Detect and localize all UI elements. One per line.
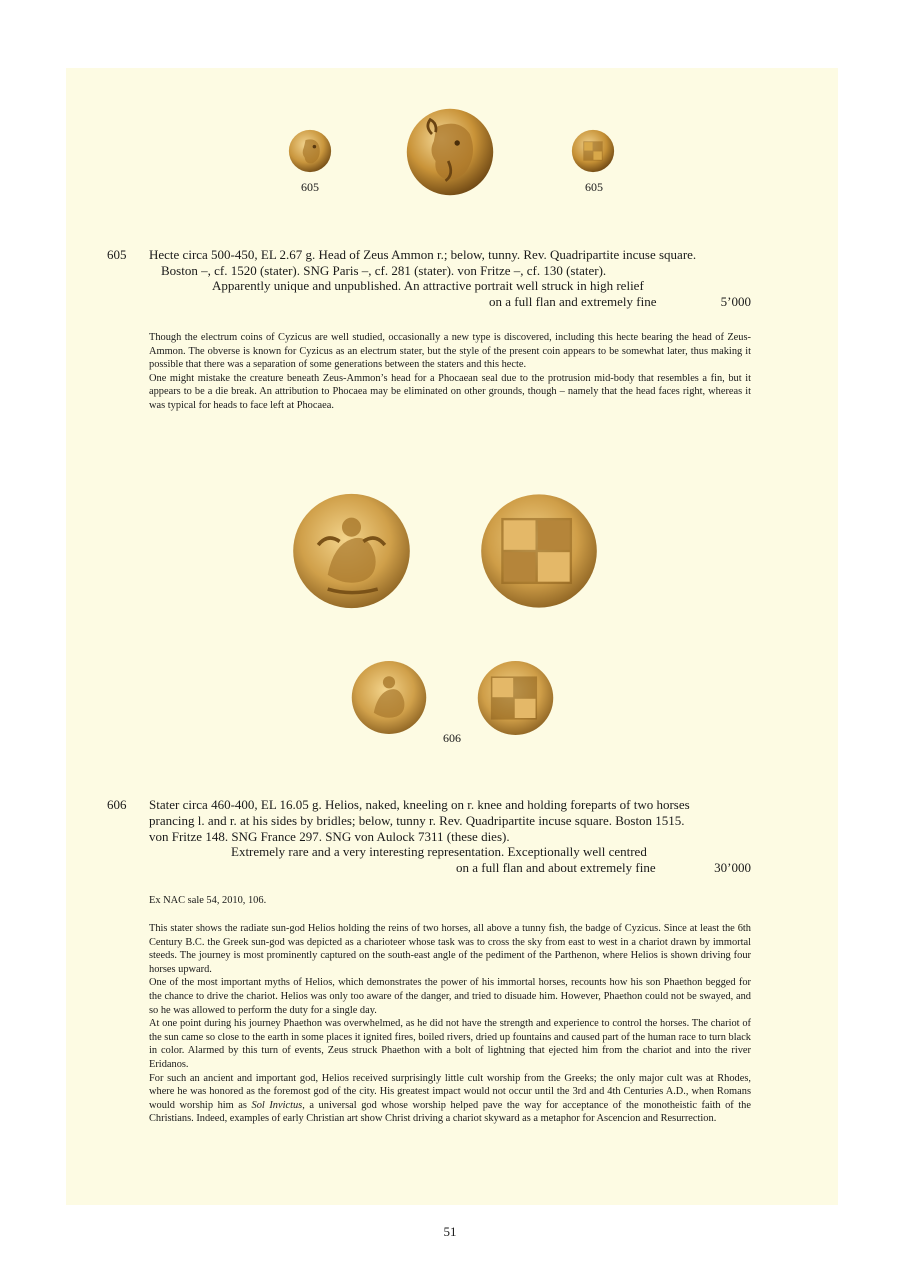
lot-606-description <box>149 797 751 845</box>
lot-606-provenance: Ex NAC sale 54, 2010, 106. <box>149 895 267 906</box>
coin-605-obverse-small-image <box>288 129 332 173</box>
lot-605-description <box>149 247 751 279</box>
lot-605-note-paragraph: Though the electrum coins of Cyzicus are well studied, occasionally a new type is discovered, including this hecte bearing the head of Zeus-Ammon. The obverse is known for Cyzicus as an electrum stater, but the style of the present coin appears to be somewhat later, thus making it possible that there was a separation of some generations between the staters and this hecte. <box>149 332 751 371</box>
lot-606-note-paragraph-last <box>149 1072 751 1126</box>
lot-605-highlight-line1: Apparently unique and unpublished. An attractive portrait well struck in high relief <box>212 278 644 293</box>
lot-606-description-line: von Fritze 148. SNG France 297. SNG von Aulock 7311 (these dies). <box>149 829 510 844</box>
lot-606-highlight-line1: Extremely rare and a very interesting representation. Exceptionally well centred <box>231 844 647 859</box>
lot-606-description-line: prancing l. and r. at his sides by bridles; below, tunny r. Rev. Quadripartite incuse square. Boston 1515. <box>149 813 685 828</box>
lot-606-note-paragraph: One of the most important myths of Helios, which demonstrates the power of his immortal horses, recounts how his son Phaethon begged for the chance to drive the chariot. Helios was only too aware of the danger, and tried to disuade him. However, Phaethon could not be swayed, and so he was allowed to perform the duty for a single day. <box>149 977 751 1016</box>
lot-606-notes <box>149 922 751 1126</box>
image-label-605-left: 605 <box>301 180 319 194</box>
note-text: For such an ancient and important god, Helios received surprisingly little cult worship from the Greeks; the only major cult was at Rhodes, where he was honored as the foremost god of the city. His greatest impact would not occur until the 3rd and 4th Centuries A.D., when Romans would worship him as <box>149 1072 751 1111</box>
coin-606-obverse-enlarged-image <box>292 490 411 612</box>
lot-605-description-line: Hecte circa 500-450, EL 2.67 g. Head of Zeus Ammon r.; below, tunny. Rev. Quadripartite incuse square. <box>149 247 697 262</box>
coin-606-obverse-image <box>351 657 427 738</box>
coin-606-reverse-image <box>477 657 554 739</box>
coin-606-reverse-enlarged-image <box>480 490 598 612</box>
lot-605-notes <box>149 331 751 413</box>
lot-605-description-line: Boston –, cf. 1520 (stater). SNG Paris –, cf. 281 (stater). von Fritze –, cf. 130 (stater). <box>161 263 607 278</box>
note-italic-text: Sol Invictus <box>251 1099 303 1111</box>
note-text: , a universal god whose worship helped pave the way for acceptance of the monotheistic faith of the Christians. Indeed, examples of early Christian art show Christ driving a chariot skyward as a metaphor for Ascencion and Resurrection. <box>149 1099 751 1125</box>
lot-606-estimate: 30’000 <box>714 860 751 875</box>
coin-605-obverse-enlarged-image <box>405 107 495 197</box>
lot-605-note-paragraph: One might mistake the creature beneath Zeus-Ammon’s head for a Phocaean seal due to the protrusion mid-body that resembles a fin, but it appears to be a die break. An attribution to Phocaea may be eliminated on other grounds, though – namely that the head faces right, whereas it was typical for heads to face left at Phocaea. <box>149 372 751 411</box>
page-number: 51 <box>443 1224 457 1239</box>
coin-605-reverse-image <box>571 129 615 173</box>
lot-606-note-paragraph: This stater shows the radiate sun-god Helios holding the reins of two horses, all above a tunny fish, the badge of Cyzicus. Since at least the 6th Century B.C. the Greek sun-god was depicted as a charioteer whose task was to cross the sky from east to west in a chariot drawn by immortal steeds. The journey is most prominently captured on the south-east angle of the pediment of the Parthenon, where Helios is shown driving four horses upward. <box>149 923 751 975</box>
lot-606-note-paragraph: At one point during his journey Phaethon was overwhelmed, as he did not have the strength and experience to control the horses. The chariot of the sun came so close to the earth in some places it ignited fires, boiled rivers, dried up fountains and caused part of the human race to turn black in color. Alarmed by this turn of events, Zeus struck Phaethon with a bolt of lightning that ejected him from the chariot and into the river Eridanos. <box>149 1018 751 1070</box>
lot-606-highlight-line2: on a full flan and about extremely fine <box>456 860 656 875</box>
lot-number-606: 606 <box>107 797 127 812</box>
lot-number-605: 605 <box>107 247 127 262</box>
image-label-606: 606 <box>443 731 461 745</box>
lot-605-estimate: 5’000 <box>720 294 751 309</box>
image-label-605-right: 605 <box>585 180 603 194</box>
lot-606-description-line: Stater circa 460-400, EL 16.05 g. Helios, naked, kneeling on r. knee and holding foreparts of two horses <box>149 797 690 812</box>
lot-605-highlight-line2: on a full flan and extremely fine <box>489 294 657 309</box>
